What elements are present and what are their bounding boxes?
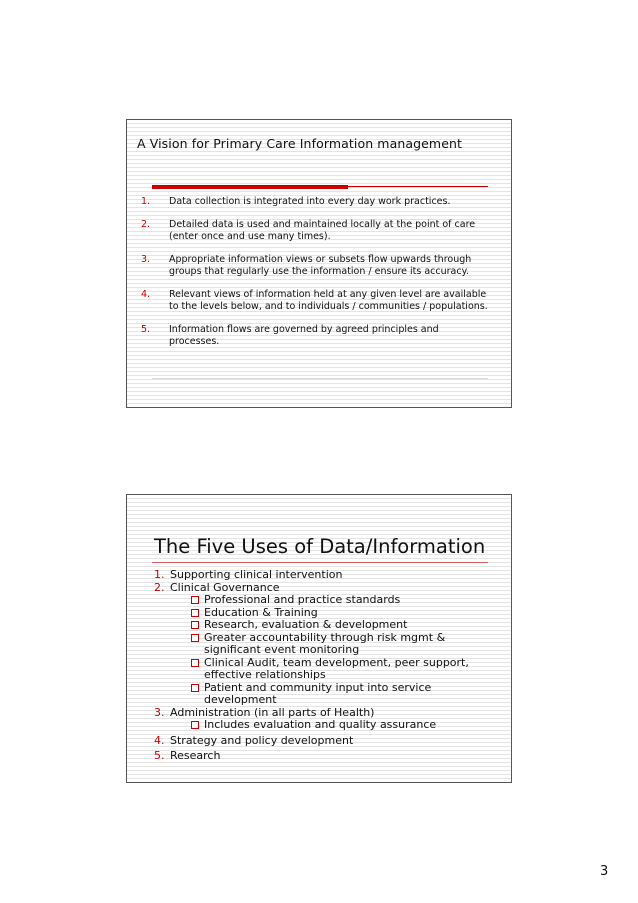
list-item [141,289,491,313]
slide-five-uses [126,494,512,783]
page-number: 3 [600,864,609,879]
title-underline-line [152,562,488,563]
list-item [154,569,494,582]
list-number: 3. [141,254,151,265]
list-text: Clinical Governance [170,580,280,594]
list-item [141,196,491,208]
footer-divider [152,378,488,379]
sub-list-text: Includes evaluation and quality assurance [204,718,437,731]
list-text: Data collection is integrated into every day work practices. [169,196,451,207]
sub-list-item [154,657,494,682]
sub-list-text: Clinical Audit, team development, peer support, effective relationships [204,655,469,681]
sub-list-text: Research, evaluation & development [204,618,408,631]
sub-list-item [154,632,494,657]
list-number: 1. [154,568,165,581]
checkbox-bullet-icon [191,609,199,617]
uses-list [154,569,494,763]
list-text: Supporting clinical intervention [170,568,343,581]
list-item [141,254,491,278]
sub-list-text: Greater accountability through risk mgmt & significant event monitoring [204,630,446,656]
list-number: 1. [141,196,151,207]
list-item [154,735,494,748]
list-number: 3. [154,705,165,719]
list-number: 4. [141,289,151,300]
sub-list-item [154,719,494,732]
list-number: 5. [154,749,165,762]
checkbox-bullet-icon [191,659,199,667]
vision-list [141,196,491,359]
list-number: 4. [154,733,165,747]
checkbox-bullet-icon [191,684,199,692]
list-item [154,750,494,763]
sub-list-text: Professional and practice standards [204,593,401,606]
sub-list-item [154,682,494,707]
sub-list-item [154,619,494,632]
checkbox-bullet-icon [191,634,199,642]
list-text: Information flows are governed by agreed principles and processes. [169,324,439,347]
title-underline-bar [152,185,348,189]
list-text: Administration (in all parts of Health) [170,705,375,719]
checkbox-bullet-icon [191,721,199,729]
sub-list-item [154,594,494,607]
checkbox-bullet-icon [191,621,199,629]
slide-title: The Five Uses of Data/Information [154,535,486,558]
list-text: Detailed data is used and maintained locally at the point of care (enter once and use many times). [169,219,476,242]
list-number: 2. [154,580,165,594]
sub-list-text: Education & Training [204,605,318,619]
list-text: Relevant views of information held at any given level are available to the levels below, and to individuals / communities / populations. [169,289,488,312]
slide-vision [126,119,512,408]
list-item [141,324,491,348]
slide-title: A Vision for Primary Care Information management [137,136,463,151]
list-text: Appropriate information views or subsets flow upwards through groups that regularly use the information / ensure its accuracy. [169,254,472,277]
checkbox-bullet-icon [191,596,199,604]
sub-list-text: Patient and community input into service development [204,680,432,706]
list-number: 2. [141,219,151,230]
list-text: Research [170,749,221,762]
list-text: Strategy and policy development [170,733,354,747]
list-item [141,219,491,243]
list-number: 5. [141,324,151,335]
title-underline-line [348,186,488,187]
